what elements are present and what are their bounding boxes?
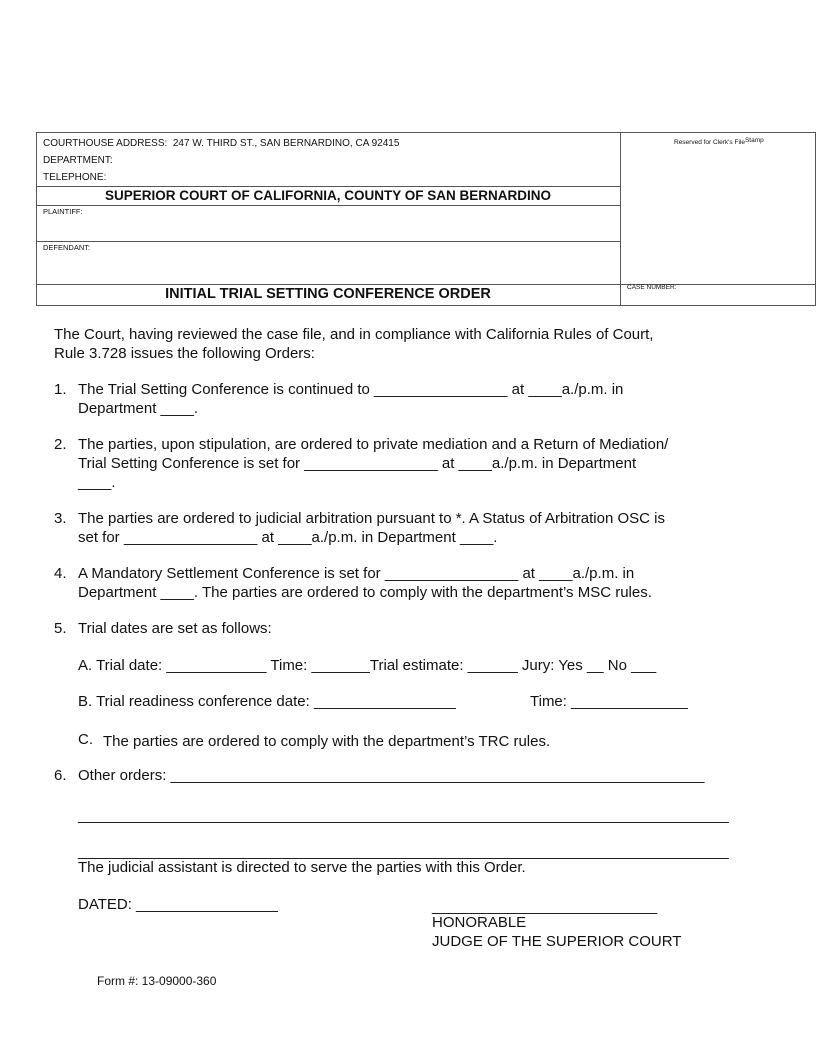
order-3-line-2: set for ________________ at ____a./p.m. in Department ____.	[78, 529, 498, 546]
order-title: INITIAL TRIAL SETTING CONFERENCE ORDER	[165, 286, 491, 302]
order-2-line-2: Trial Setting Conference is set for ________________ at ____a./p.m. in Department	[78, 455, 637, 472]
order-4-line-1: A Mandatory Settlement Conference is set for ________________ at ____a./p.m. in	[78, 565, 635, 582]
order-4-number: 4.	[54, 565, 67, 582]
judge-label: JUDGE OF THE SUPERIOR COURT	[432, 933, 682, 950]
order-1-line-1: The Trial Setting Conference is continued to ________________ at ____a./p.m. in	[78, 381, 624, 398]
other-orders-line-1: Other orders: ________________________________________________________________	[78, 767, 705, 784]
clerk-reserved	[674, 139, 764, 146]
courthouse-value: 247 W. THIRD ST., SAN BERNARDINO, CA 92415	[172, 138, 400, 149]
order-2-line-3: ____.	[78, 474, 116, 491]
caption-rule	[36, 241, 620, 242]
dated-line: DATED: _________________	[78, 896, 278, 913]
clerk-reserved-text: Reserved for Clerk's File	[674, 139, 745, 146]
honorable-label: HONORABLE	[432, 914, 527, 931]
courthouse-address	[43, 138, 399, 149]
order-4-line-2: Department ____. The parties are ordered to comply with the department’s MSC rules.	[78, 584, 652, 601]
case-number-label: CASE NUMBER:	[627, 284, 677, 291]
intro-line-2: Rule 3.728 issues the following Orders:	[54, 345, 315, 362]
defendant-label: DEFENDANT:	[43, 243, 91, 252]
intro-line-1: The Court, having reviewed the case file, and in compliance with California Rules of Court,	[54, 326, 654, 343]
order-2-line-1: The parties, upon stipulation, are ordered to private mediation and a Return of Mediation/	[78, 436, 669, 453]
caption-rule	[36, 186, 620, 187]
clerk-stamp-text: Stamp	[744, 137, 764, 144]
order-3-line-1: The parties are ordered to judicial arbitration pursuant to *. A Status of Arbitration OSC is	[78, 510, 665, 527]
order-2-number: 2.	[54, 436, 67, 453]
trial-readiness-line: B. Trial readiness conference date: _________________	[78, 693, 456, 710]
caption-box	[36, 132, 816, 306]
serve-instruction: The judicial assistant is directed to serve the parties with this Order.	[78, 859, 526, 876]
trc-letter: C.	[78, 731, 93, 748]
caption-rule	[36, 284, 816, 285]
department-label: DEPARTMENT:	[43, 155, 113, 166]
plaintiff-label: PLAINTIFF:	[43, 207, 83, 216]
signature-line: ___________________________	[432, 898, 658, 915]
courthouse-label: COURTHOUSE ADDRESS:	[43, 138, 168, 149]
order-5-line-1: Trial dates are set as follows:	[78, 620, 272, 637]
trial-readiness-time: Time: ______________	[530, 693, 688, 710]
caption-rule	[36, 205, 620, 206]
other-orders-line-2: ______________________________________________________________________________	[78, 807, 729, 824]
order-1-number: 1.	[54, 381, 67, 398]
telephone-label: TELEPHONE:	[43, 172, 107, 183]
order-3-number: 3.	[54, 510, 67, 527]
order-1-line-2: Department ____.	[78, 400, 199, 417]
form-number: Form #: 13-09000-360	[97, 974, 217, 988]
trial-date-line: A. Trial date: ____________ Time: _______Trial estimate: ______ Jury: Yes __ No ___	[78, 657, 657, 674]
trc-text: The parties are ordered to comply with the department’s TRC rules.	[103, 733, 551, 750]
court-name: SUPERIOR COURT OF CALIFORNIA, COUNTY OF SAN BERNARDINO	[104, 188, 551, 203]
caption-divider-vertical	[620, 132, 621, 306]
order-5-number: 5.	[54, 620, 67, 637]
order-6-number: 6.	[54, 767, 67, 784]
other-orders-line-3: ______________________________________________________________________________	[78, 843, 729, 860]
